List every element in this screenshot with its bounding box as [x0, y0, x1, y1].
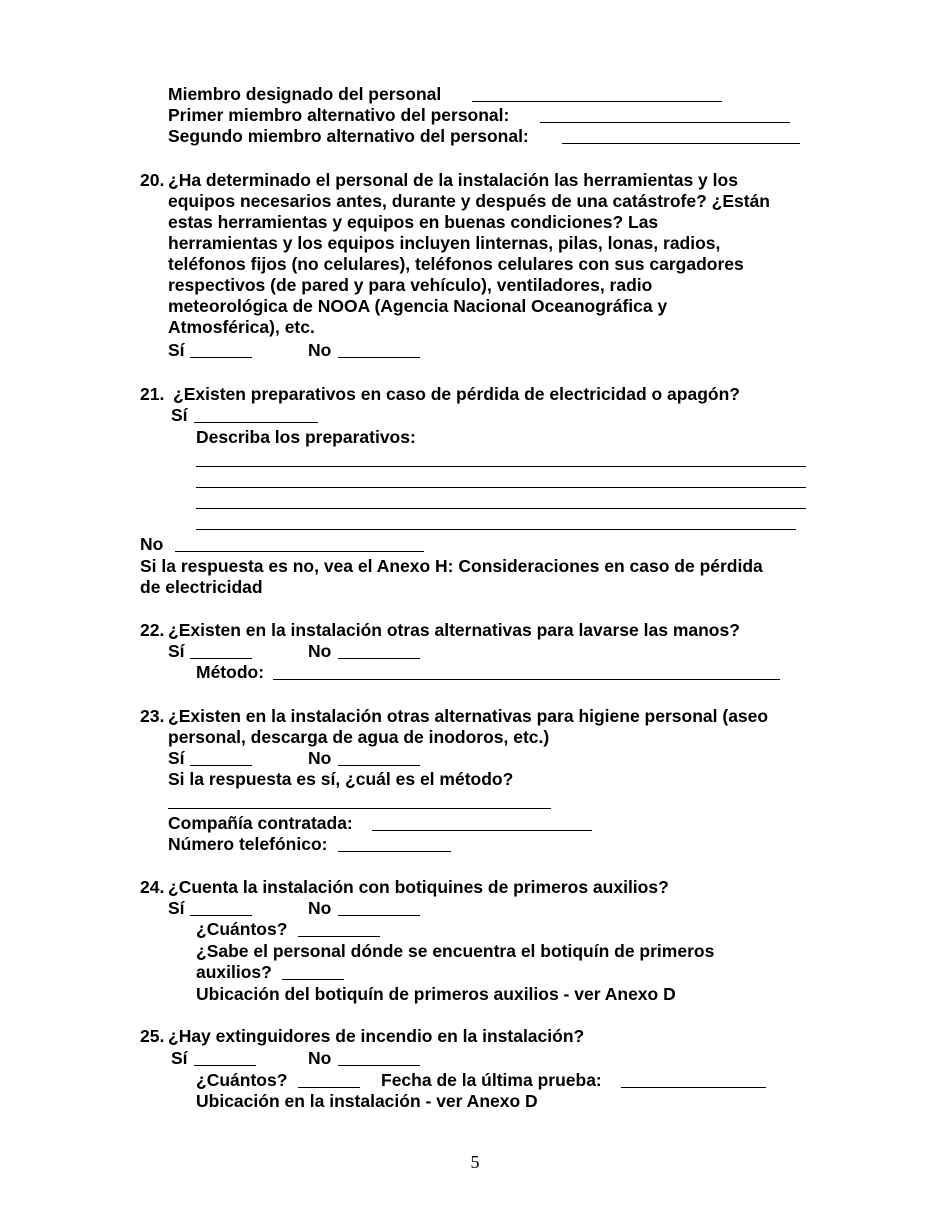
designated-staff-field[interactable] [472, 101, 722, 102]
q21-describe-line-3[interactable] [196, 508, 806, 509]
q20-no-field[interactable] [338, 357, 420, 358]
q23-line-1: ¿Existen en la instalación otras alternativas para higiene personal (aseo [168, 706, 769, 726]
q24-question: ¿Cuenta la instalación con botiquines de primeros auxilios? [168, 877, 669, 897]
q22-number: 22. [140, 620, 165, 640]
q24-number: 24. [140, 877, 165, 897]
q25-no-label: No [308, 1048, 332, 1068]
q21-note-line-1: Si la respuesta es no, vea el Anexo H: Consideraciones en caso de pérdida [140, 556, 763, 576]
q21-no-field[interactable] [175, 551, 424, 552]
q25-location: Ubicación en la instalación - ver Anexo D [196, 1091, 538, 1111]
q22-yes-field[interactable] [190, 658, 252, 659]
q20-line-8: Atmosférica), etc. [168, 317, 315, 337]
second-alternate-row: Segundo miembro alternativo del personal: [168, 126, 529, 146]
q21-note-line-2: de electricidad [140, 577, 263, 597]
q23-line-2: personal, descarga de agua de inodoros, etc.) [168, 727, 550, 747]
q23-yes-field[interactable] [190, 765, 252, 766]
q21-yes-label: Sí [171, 405, 188, 425]
q25-no-field[interactable] [338, 1065, 420, 1066]
q23-method-field[interactable] [168, 808, 551, 809]
q21-describe-line-4[interactable] [196, 529, 796, 530]
q23-phone-field[interactable] [338, 851, 451, 852]
q21-describe-label: Describa los preparativos: [196, 427, 416, 447]
q24-yes-field[interactable] [190, 915, 252, 916]
second-alternate-field[interactable] [562, 143, 800, 144]
q23-company-field[interactable] [372, 830, 592, 831]
q25-how-many-field[interactable] [298, 1087, 360, 1088]
q20-no-label: No [308, 340, 332, 360]
q24-knows-line-1: ¿Sabe el personal dónde se encuentra el botiquín de primeros [196, 941, 715, 961]
q20-line-2: equipos necesarios antes, durante y después de una catástrofe? ¿Están [168, 191, 770, 211]
q25-last-test-field[interactable] [621, 1087, 766, 1088]
q23-number: 23. [140, 706, 165, 726]
q24-location: Ubicación del botiquín de primeros auxilios - ver Anexo D [196, 984, 676, 1004]
q23-company-label: Compañía contratada: [168, 813, 353, 833]
page-number: 5 [470, 1152, 480, 1172]
q25-yes-label: Sí [171, 1048, 188, 1068]
q21-describe-line-1[interactable] [196, 466, 806, 467]
q24-knows-field[interactable] [282, 979, 344, 980]
q22-method-field[interactable] [273, 679, 780, 680]
q21-no-label: No [140, 534, 164, 554]
q22-question: ¿Existen en la instalación otras alternativas para lavarse las manos? [168, 620, 740, 640]
q21-question: ¿Existen preparativos en caso de pérdida de electricidad o apagón? [173, 384, 740, 404]
q22-no-label: No [308, 641, 332, 661]
q20-line-4: herramientas y los equipos incluyen linternas, pilas, lonas, radios, [168, 233, 721, 253]
q25-how-many-label: ¿Cuántos? [196, 1070, 288, 1090]
q24-knows-line-2: auxilios? [196, 962, 272, 982]
first-alternate-field[interactable] [540, 122, 790, 123]
q21-describe-line-2[interactable] [196, 487, 806, 488]
q20-yes-label: Sí [168, 340, 185, 360]
q25-question: ¿Hay extinguidores de incendio en la instalación? [168, 1026, 585, 1046]
q22-no-field[interactable] [338, 658, 420, 659]
q25-number: 25. [140, 1026, 165, 1046]
q23-phone-label: Número telefónico: [168, 834, 328, 854]
q20-number: 20. [140, 170, 165, 190]
q20-yes-field[interactable] [190, 357, 252, 358]
q24-no-label: No [308, 898, 332, 918]
q23-no-label: No [308, 748, 332, 768]
q24-no-field[interactable] [338, 915, 420, 916]
q23-yes-label: Sí [168, 748, 185, 768]
q23-no-field[interactable] [338, 765, 420, 766]
q20-line-3: estas herramientas y equipos en buenas condiciones? Las [168, 212, 659, 232]
q20-line-5: teléfonos fijos (no celulares), teléfonos celulares con sus cargadores [168, 254, 744, 274]
first-alternate-row: Primer miembro alternativo del personal: [168, 105, 510, 125]
designated-staff-row: Miembro designado del personal [168, 84, 442, 104]
q24-how-many-label: ¿Cuántos? [196, 919, 288, 939]
q20-line-1: ¿Ha determinado el personal de la instalación las herramientas y los [168, 170, 738, 190]
q20-line-6: respectivos (de pared y para vehículo), ventiladores, radio [168, 275, 653, 295]
q22-method-label: Método: [196, 662, 265, 682]
q25-yes-field[interactable] [194, 1065, 256, 1066]
q21-yes-field[interactable] [194, 422, 318, 423]
q24-how-many-field[interactable] [298, 936, 380, 937]
q25-last-test-label: Fecha de la última prueba: [381, 1070, 602, 1090]
q21-number: 21. [140, 384, 165, 404]
q24-yes-label: Sí [168, 898, 185, 918]
q22-yes-label: Sí [168, 641, 185, 661]
q23-if-yes-label: Si la respuesta es sí, ¿cuál es el método? [168, 769, 514, 789]
q20-line-7: meteorológica de NOOA (Agencia Nacional Oceanográfica y [168, 296, 668, 316]
